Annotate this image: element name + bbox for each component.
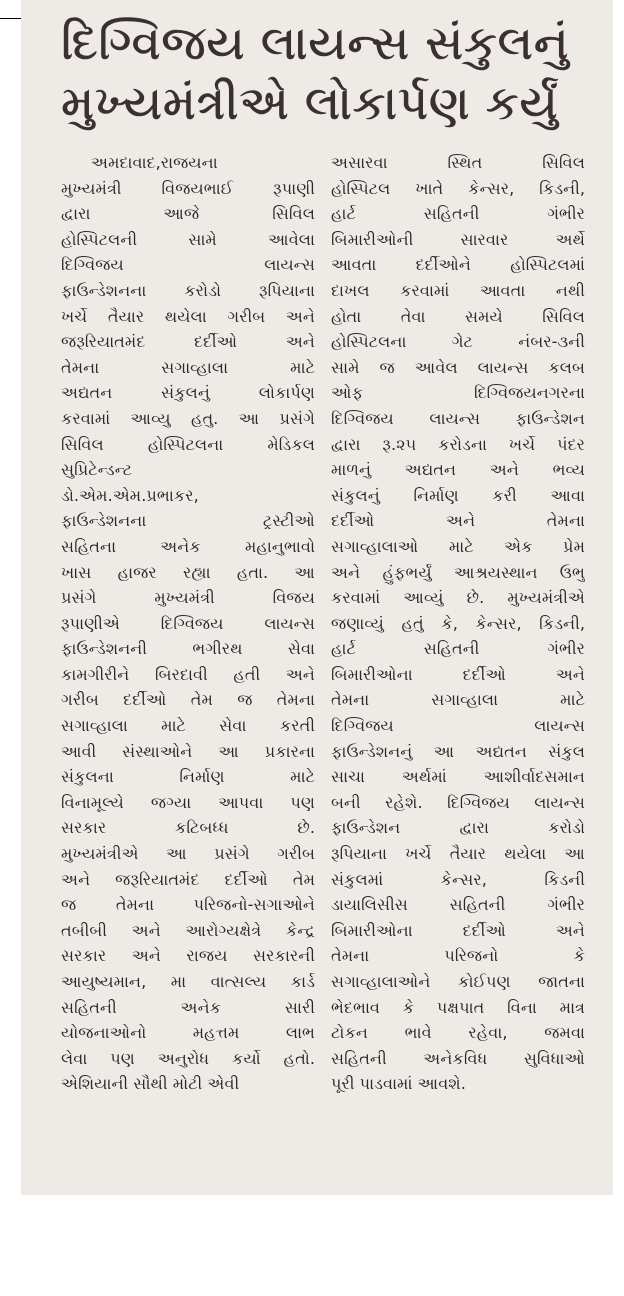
article-text-line: અને હુંફભર્યું આશ્રયસ્થાન ઉભુ (331, 562, 585, 582)
article-text-line: ફાઉન્ડેશન દ્વારા કરોડો (331, 818, 585, 838)
article-text-line: સગાવ્હાલાઓ માટે એક પ્રેમ (331, 536, 585, 556)
article-text-line: બની રહેશે. દિગ્વિજય લાયન્સ (331, 792, 585, 812)
article-text-line: ડાયાલિસીસ સહિતની ગંભીર (331, 895, 585, 915)
article-text-line: જ તેમના પરિજનો-સગાઓને (61, 895, 315, 915)
article-text-line: ભેદભાવ કે પક્ષપાત વિના માત્ર (331, 997, 585, 1017)
newspaper-clipping (21, 0, 613, 1195)
article-text-line: દિગ્વિજય લાયન્સ ફાઉન્ડેશન (331, 408, 585, 428)
article-text-line: આવી સંસ્થાઓને આ પ્રકારના (61, 741, 315, 761)
article-text-line: સંકુલના નિર્માણ માટે (61, 767, 315, 787)
article-text-line: દાખલ કરવામાં આવતા નથી (331, 280, 585, 300)
article-text-line: મુખ્યમંત્રીએ આ પ્રસંગે ગરીબ (61, 844, 315, 864)
article-text-line: ફાઉન્ડેશનનું આ અદ્યતન સંકુલ (331, 741, 585, 761)
article-text-line: ફાઉન્ડેશનના કરોડો રૂપિયાના (61, 280, 315, 300)
article-text-line: સામે જ આવેલ લાયન્સ કલબ (331, 357, 585, 377)
article-text-line: અદ્યતન સંકુલનું લોકાર્પણ (61, 383, 315, 403)
article-text-line: ફાઉન્ડેશનની ભગીરથ સેવા (61, 639, 315, 659)
article-text-line: જણાવ્યું હતું કે, કેન્સર, કિડની, (331, 613, 585, 633)
article-text-line: પૂરી પાડવામાં આવશે. (331, 1074, 466, 1094)
article-text-line: સિવિલ હોસ્પિટલના મેડિકલ (61, 434, 315, 454)
article-text-line: સુપ્રિટેન્ડન્ટ (61, 460, 133, 480)
article-text-line: ઓફ દિગ્વિજયનગરના (331, 383, 585, 403)
article-column-left (61, 150, 315, 1097)
article-text-line: હોતા તેવા સમયે સિવિલ (331, 306, 585, 326)
article-text-line: કરવામાં આવ્યુ હતુ. આ પ્રસંગે (61, 408, 315, 428)
article-text-line: રૂપિયાના ખર્ચે તૈયાર થયેલા આ (331, 844, 585, 864)
article-text-line: કરવામાં આવ્યું છે. મુખ્યમંત્રીએ (331, 588, 585, 608)
article-text-line: સહિતની અનેકવિધ સુવિધાઓ (331, 1048, 585, 1068)
article-text-line: રૂપાણીએ દિગ્વિજય લાયન્સ (61, 613, 315, 633)
article-text-line: સગાવ્હાલા માટે સેવા કરતી (61, 716, 315, 736)
article-text-line: ટોકન ભાવે રહેવા, જમવા (331, 1023, 585, 1043)
article-text-line: લેવા પણ અનુરોધ કર્યો હતો. (61, 1048, 315, 1068)
article-text-line: અને જરૂરિયાતમંદ દર્દીઓ તેમ (61, 869, 315, 889)
article-text-line: અસારવા સ્થિત સિવિલ (331, 153, 585, 172)
article-text-line: કામગીરીને બિરદાવી હતી અને (61, 664, 315, 684)
article-text-line: ગરીબ દર્દીઓ તેમ જ તેમના (61, 690, 315, 710)
article-text-line: બિમારીઓના દર્દીઓ અને (331, 664, 585, 684)
article-text-line: સરકાર કટિબધ્ધ છે. (61, 818, 315, 838)
article-text-line: દિગ્વિજય લાયન્સ (61, 255, 315, 275)
article-text-line: માળનું અદ્યતન અને ભવ્ય (331, 460, 585, 480)
article-text-line: દ્વારા રૂ.૨૫ કરોડના ખર્ચે પંદર (331, 434, 585, 454)
article-text-line: હોસ્પિટલની સામે આવેલા (61, 229, 315, 249)
article-text-line: સહિતના અનેક મહાનુભાવો (61, 536, 315, 556)
article-text-line: તબીબી અને આરોગ્યક્ષેત્રે કેન્દ્ર (61, 920, 315, 940)
article-text-line: હોસ્પિટલ ખાતે કેન્સર, કિડની, (331, 178, 585, 198)
article-text-line: ડો.એમ.એમ.પ્રભાકર, (61, 485, 199, 505)
headline-line-2: મુખ્યમંત્રીએ લોકાર્પણ કર્યું (61, 76, 559, 131)
article-text-line: સરકાર અને રાજય સરકારની (61, 946, 315, 966)
article-text-line: જરૂરિયાતમંદ દર્દીઓ અને (61, 332, 315, 352)
article-text-line: ફાઉન્ડેશનના ટ્રસ્ટીઓ (61, 511, 315, 531)
article-text-line: આયુષ્યમાન, મા વાત્સલ્ય કાર્ડ (61, 972, 315, 991)
article-text-line: સહિતની અનેક સારી (61, 997, 315, 1017)
article-text-line: પ્રસંગે મુખ્યમંત્રી વિજય (61, 588, 315, 608)
article-text-line: વિનામૂલ્યે જગ્યા આપવા પણ (61, 792, 315, 812)
article-text-line: મુખ્યમંત્રી વિજયભાઈ રૂપાણી (61, 178, 315, 198)
article-text-line: દ્વારા આજે સિવિલ (61, 204, 315, 224)
article-text-line: હાર્ટ સહિતની ગંભીર (331, 639, 585, 659)
article-text-line: તેમના સગાવ્હાલા માટે (331, 690, 585, 710)
article-text-line: બિમારીઓના દર્દીઓ અને (331, 920, 585, 940)
article-text-line: સગાવ્હાલાઓને કોઈપણ જાતના (331, 972, 585, 991)
article-text-line: સંકુલનું નિર્માણ કરી આવા (331, 485, 585, 505)
article-text-line: એશિયાની સૌથી મોટી એવી (61, 1074, 240, 1094)
article-column-right (331, 150, 585, 1097)
article-text-line: હોસ્પિટલના ગેટ નંબર-૩ની (331, 332, 585, 352)
article-columns (61, 150, 599, 1097)
article-text-line: યોજનાઓનો મહત્તમ લાભ (61, 1023, 315, 1043)
article-text-line: દિગ્વિજય લાયન્સ (331, 716, 585, 736)
article-text-line: ખાસ હાજર રહ્યા હતા. આ (61, 562, 315, 582)
article-text-line: અમદાવાદ,રાજયના (91, 153, 218, 172)
article-text-line: ખર્ચે તૈયાર થયેલા ગરીબ અને (61, 306, 315, 326)
article-text-line: બિમારીઓની સારવાર અર્થે (331, 229, 585, 249)
article-text-line: સાચા અર્થમાં આશીર્વાદસમાન (331, 767, 585, 787)
article-text-line: તેમના સગાવ્હાલા માટે (61, 357, 315, 377)
article-text-line: સંકુલમાં કેન્સર, કિડની (331, 869, 585, 889)
article-text-line: આવતા દર્દીઓને હોસ્પિટલમાં (331, 255, 585, 275)
article-text-line: તેમના પરિજનો કે (331, 946, 585, 966)
headline-line-1: દિગ્વિજય લાયન્સ સંકુલનું (61, 16, 570, 71)
article-text-line: દર્દીઓ અને તેમના (331, 511, 585, 531)
article-text-line: હાર્ટ સહિતની ગંભીર (331, 204, 585, 224)
